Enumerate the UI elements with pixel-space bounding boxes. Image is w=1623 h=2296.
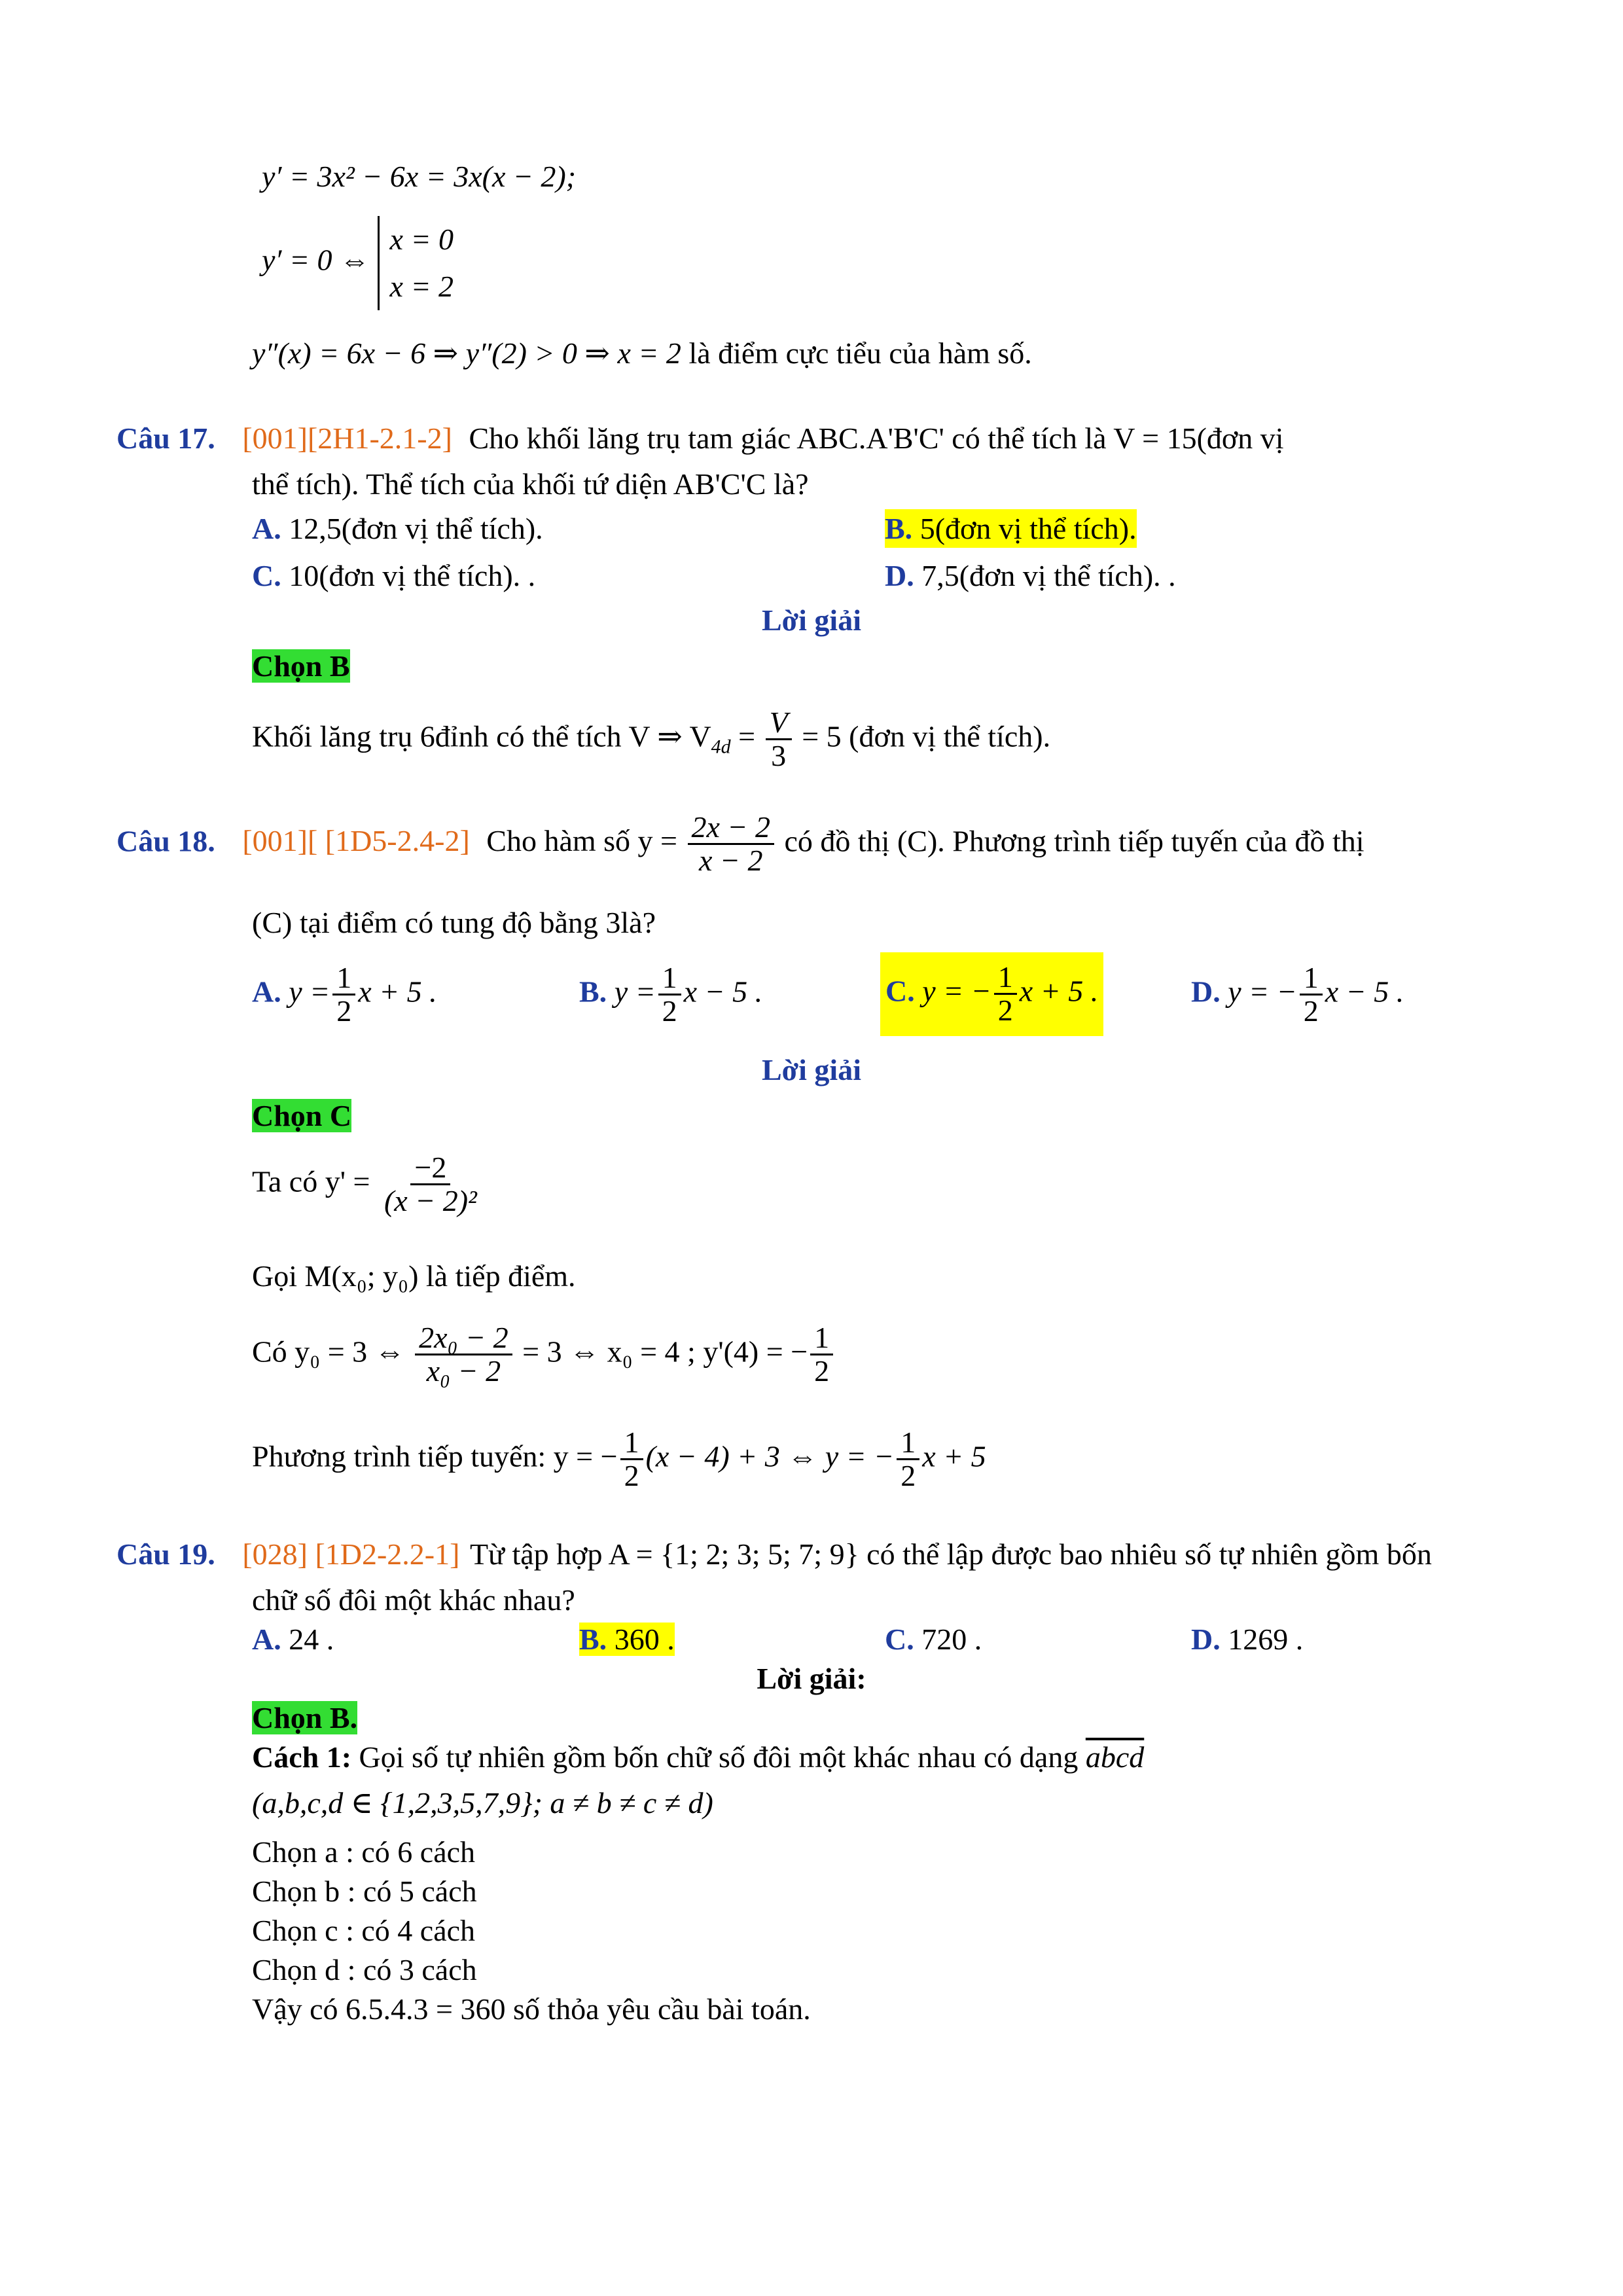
- q17-option-b: [885, 509, 1137, 548]
- q18-s4-pre: Phương trình tiếp tuyến: y = −: [252, 1439, 618, 1473]
- q18-option-a: [252, 962, 437, 1028]
- q19-step-b: Chọn b : có 5 cách: [252, 1874, 477, 1908]
- q18-stem2: (C) tại điểm có tung độ bằng 3là?: [252, 906, 656, 939]
- q19-option-a: [252, 1620, 334, 1659]
- q18-option-b-key: B.: [579, 975, 607, 1009]
- q18-stem-line1: [116, 812, 1364, 877]
- q18-option-c: [880, 952, 1103, 1036]
- q18-s1-frac: [380, 1152, 481, 1217]
- q18-stem1b: có đồ thị (C). Phương trình tiếp tuyến của đồ thị: [784, 824, 1364, 858]
- q19-tag: [028] [1D2-2.2-1]: [242, 1537, 460, 1571]
- q19-choice: [252, 1698, 357, 1738]
- q19-condition: (a,b,c,d ∈ {1,2,3,5,7,9}; a ≠ b ≠ c ≠ d): [252, 1786, 713, 1820]
- q18-option-b-frac: [658, 962, 681, 1028]
- q18-s3-num: 2x₀ − 2: [415, 1322, 512, 1355]
- q19-method-line: [252, 1738, 1144, 1777]
- q18-option-a-den: 2: [336, 994, 352, 1028]
- q19-option-d-text: 1269 .: [1228, 1623, 1304, 1656]
- q17-sol-fraction: [766, 707, 792, 772]
- critical-lhs: y′ = 0 ⇔: [262, 243, 370, 277]
- q17-sol-num: V: [766, 707, 792, 740]
- q19-option-b-text: 360 .: [614, 1623, 675, 1656]
- q18-option-a-num: 1: [332, 962, 355, 996]
- q17-choice-label: Chọn B: [252, 649, 350, 683]
- q18-option-d-frac: [1300, 962, 1323, 1028]
- q18-stem-den: x − 2: [699, 844, 763, 878]
- q19-step-a: Chọn a : có 6 cách: [252, 1835, 476, 1869]
- q18-sol-solve: [252, 1322, 836, 1388]
- q18-option-b-num: 1: [658, 962, 681, 996]
- q17-sol-den: 3: [771, 739, 787, 773]
- q19-step-c: Chọn c : có 4 cách: [252, 1914, 476, 1947]
- q17-option-a-key: A.: [252, 512, 281, 545]
- q18-option-d-num: 1: [1300, 962, 1323, 996]
- q18-s3-frac2: [810, 1322, 833, 1388]
- case-x0: x = 0: [389, 223, 454, 256]
- q18-s4-mid: (x − 4) + 3 ⇔ y = −: [645, 1439, 895, 1473]
- q19-option-a-text: 24 .: [289, 1623, 334, 1656]
- q17-option-c-text: 10(đơn vị thể tích). .: [289, 559, 536, 592]
- q17-option-a: [252, 509, 543, 548]
- q18-stem1a: Cho hàm số y =: [486, 824, 677, 858]
- q19-option-c: [885, 1620, 982, 1659]
- q19-stem1: Từ tập hợp A = {1; 2; 3; 5; 7; 9} có thể lập được bao nhiêu số tự nhiên gồm bốn: [469, 1537, 1432, 1571]
- q18-option-c-den: 2: [997, 994, 1013, 1028]
- q19-step-d: Chọn d : có 3 cách: [252, 1953, 477, 1986]
- q18-option-a-post: x + 5 .: [358, 975, 437, 1009]
- q17-sol-eq: =: [738, 719, 756, 753]
- q18-option-c-frac: [994, 961, 1017, 1027]
- q19-solution-title: Lời giải:: [757, 1662, 866, 1695]
- q18-option-c-pre: y = −: [922, 974, 991, 1008]
- q17-sol-text2: = 5 (đơn vị thể tích).: [802, 719, 1051, 753]
- q18-option-c-key: C.: [885, 974, 915, 1008]
- q19-method-label: Cách 1:: [252, 1740, 352, 1774]
- q18-tag: [001][ [1D5-2.4-2]: [242, 824, 470, 858]
- q19-stem-line1: [116, 1535, 1432, 1574]
- q19-option-d: [1191, 1620, 1303, 1659]
- q18-option-d-post: x − 5 .: [1325, 975, 1404, 1009]
- q18-option-a-key: A.: [252, 975, 281, 1009]
- q17-sol-text1: Khối lăng trụ 6đỉnh có thể tích V ⇒ V: [252, 719, 711, 753]
- derivative-line: y′ = 3x² − 6x = 3x(x − 2);: [262, 160, 577, 193]
- q18-s4-den2: 2: [901, 1459, 916, 1493]
- q17-option-c: [252, 556, 535, 596]
- critical-points-line: [262, 216, 454, 310]
- q17-sol-sub: 4d: [711, 736, 731, 758]
- q18-s3-frac: [415, 1322, 512, 1388]
- q17-solution-title: Lời giải: [762, 603, 861, 637]
- q17-option-a-text: 12,5(đơn vị thể tích).: [289, 512, 543, 545]
- q18-option-d-key: D.: [1191, 975, 1221, 1009]
- q18-option-d-pre: y = −: [1228, 975, 1297, 1009]
- q18-option-b-den: 2: [662, 994, 677, 1028]
- q18-stem-num: 2x − 2: [688, 812, 774, 845]
- q18-s4-post: x + 5: [922, 1439, 986, 1473]
- q17-option-b-key: B.: [885, 512, 913, 545]
- q18-option-a-pre: y =: [289, 975, 330, 1009]
- q17-tag: [001][2H1-2.1-2]: [242, 422, 452, 455]
- q18-option-b: [579, 962, 762, 1028]
- q18-choice: [252, 1096, 351, 1136]
- q18-s1-num: −2: [410, 1152, 450, 1185]
- q19-option-d-key: D.: [1191, 1623, 1221, 1656]
- q17-option-d: [885, 556, 1176, 596]
- q19-option-c-text: 720 .: [921, 1623, 982, 1656]
- q19-option-a-key: A.: [252, 1623, 281, 1656]
- q18-stem-fraction: [688, 812, 774, 877]
- q18-option-a-frac: [332, 962, 355, 1028]
- q18-sol-tangent: [252, 1427, 986, 1492]
- q18-option-b-post: x − 5 .: [683, 975, 763, 1009]
- q18-option-c-post: x + 5 .: [1019, 974, 1099, 1008]
- q19-label: Câu 19.: [116, 1537, 215, 1571]
- q18-option-d-den: 2: [1303, 994, 1319, 1028]
- q17-option-b-text: 5(đơn vị thể tích).: [919, 512, 1137, 545]
- q18-option-d: [1191, 962, 1404, 1028]
- q17-stem2: thể tích). Thể tích của khối tứ diện AB'C'C là?: [252, 467, 809, 501]
- q18-s4-frac: [620, 1427, 643, 1492]
- q18-s1-den: (x − 2)²: [383, 1184, 477, 1218]
- q17-stem1: Cho khối lăng trụ tam giác ABC.A'B'C' có thể tích là V = 15(đơn vị: [469, 422, 1284, 455]
- second-derivative-math: y″(x) = 6x − 6 ⇒ y″(2) > 0 ⇒ x = 2: [252, 336, 681, 370]
- q17-stem-line1: [116, 419, 1284, 458]
- q18-s4-den: 2: [624, 1459, 639, 1493]
- q19-method-text: Gọi số tự nhiên gồm bốn chữ số đôi một khác nhau có dạng: [359, 1740, 1079, 1774]
- q18-s1-pre: Ta có y' =: [252, 1164, 370, 1198]
- q18-s3-den2: 2: [814, 1354, 830, 1388]
- q17-option-d-text: 7,5(đơn vị thể tích). .: [921, 559, 1176, 592]
- second-derivative-line: [252, 334, 1032, 373]
- q18-solution-title: Lời giải: [762, 1053, 861, 1086]
- q19-conclusion: Vậy có 6.5.4.3 = 360 số thỏa yêu cầu bài toán.: [252, 1992, 811, 2026]
- q17-label: Câu 17.: [116, 422, 215, 455]
- q18-sol-derivative: [252, 1152, 484, 1217]
- q18-s3-mid: = 3 ⇔ x₀ = 4 ; y'(4) = −: [522, 1335, 808, 1369]
- q18-s4-num2: 1: [897, 1427, 919, 1460]
- q18-s4-frac2: [897, 1427, 919, 1492]
- second-derivative-text: là điểm cực tiểu của hàm số.: [688, 336, 1032, 370]
- q17-choice: [252, 647, 350, 686]
- case-x2: x = 2: [389, 270, 454, 303]
- q18-label: Câu 18.: [116, 824, 215, 858]
- q19-option-c-key: C.: [885, 1623, 914, 1656]
- q17-solution-line: [252, 707, 1050, 772]
- q17-option-d-key: D.: [885, 559, 914, 592]
- q19-choice-label: Chọn B.: [252, 1701, 358, 1734]
- q19-method-var: abcd: [1085, 1740, 1145, 1774]
- q19-option-b-key: B.: [579, 1623, 607, 1656]
- q18-s3-pre: Có y₀ = 3 ⇔: [252, 1335, 405, 1369]
- q19-option-b: [579, 1620, 675, 1659]
- q18-choice-label: Chọn C: [252, 1099, 352, 1132]
- q18-option-b-pre: y =: [614, 975, 656, 1009]
- q18-s3-den: x₀ − 2: [426, 1354, 501, 1388]
- q18-option-c-num: 1: [994, 961, 1017, 995]
- q18-sol-point: Gọi M(x₀; y₀) là tiếp điểm.: [252, 1259, 576, 1293]
- q19-stem2: chữ số đôi một khác nhau?: [252, 1583, 575, 1617]
- case-bracket: [378, 216, 454, 310]
- q17-option-c-key: C.: [252, 559, 281, 592]
- q18-s4-num: 1: [620, 1427, 643, 1460]
- q18-s3-num2: 1: [810, 1322, 833, 1355]
